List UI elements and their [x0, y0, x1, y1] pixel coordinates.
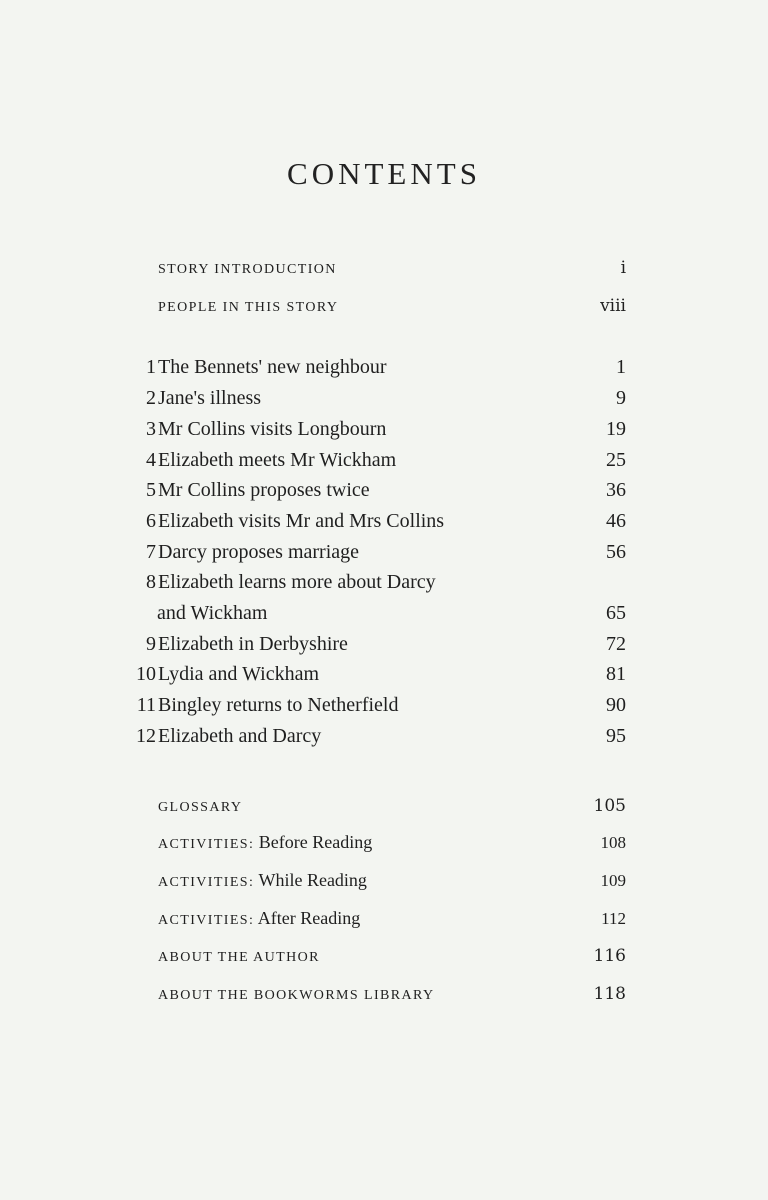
- toc-chapter-7: [130, 541, 626, 573]
- toc-page: 105: [593, 796, 626, 816]
- toc-chapter-1: [130, 356, 626, 388]
- toc-entry-activities-after: [130, 908, 626, 940]
- toc-page: 118: [593, 984, 626, 1004]
- chapter-title: Mr Collins proposes twice: [158, 479, 370, 501]
- toc-entry-people: [130, 296, 626, 328]
- toc-label: [158, 908, 566, 929]
- chapter-page: 9: [616, 387, 626, 409]
- chapter-title: Elizabeth meets Mr Wickham: [158, 449, 397, 471]
- chapter-page: 19: [606, 418, 626, 440]
- chapter-title: Elizabeth in Derbyshire: [158, 633, 348, 655]
- chapter-page: 25: [606, 449, 626, 471]
- chapter-number: 4: [146, 449, 156, 471]
- toc-chapter-4: [130, 449, 626, 481]
- chapter-page: 56: [606, 541, 626, 563]
- toc-chapter-8-continued: [157, 602, 626, 634]
- toc-page: i: [620, 258, 626, 278]
- toc-label: [158, 870, 566, 891]
- toc-chapter-6: [130, 510, 626, 542]
- chapter-title: Bingley returns to Netherfield: [158, 694, 399, 716]
- toc-chapter-5: [130, 479, 626, 511]
- chapter-title: Darcy proposes marriage: [158, 541, 360, 563]
- toc-label: ABOUT THE BOOKWORMS LIBRARY: [158, 988, 435, 1003]
- chapter-page: 36: [606, 479, 626, 501]
- toc-label-rest: While Reading: [258, 870, 367, 890]
- toc-label: GLOSSARY: [158, 800, 243, 815]
- chapter-number: 2: [146, 387, 156, 409]
- toc-page: 112: [601, 909, 626, 928]
- chapter-number: 9: [146, 633, 156, 655]
- toc-entry-activities-while: [130, 870, 626, 902]
- toc-chapter-11: [130, 694, 626, 726]
- toc-label-prefix: ACTIVITIES:: [158, 875, 255, 890]
- chapter-title: Elizabeth learns more about Darcy: [158, 571, 436, 593]
- toc-label: ABOUT THE AUTHOR: [158, 950, 320, 965]
- chapter-page: 1: [616, 356, 626, 378]
- chapter-title-continued: and Wickham: [157, 602, 268, 624]
- toc-label-prefix: ACTIVITIES:: [158, 837, 255, 852]
- chapter-number: 12: [136, 725, 156, 747]
- toc-chapter-9: [130, 633, 626, 665]
- chapter-page: 46: [606, 510, 626, 532]
- chapter-number: 8: [146, 571, 156, 593]
- chapter-number: 3: [146, 418, 156, 440]
- chapter-number: 11: [136, 694, 156, 716]
- toc-entry-story-introduction: [130, 258, 626, 290]
- toc-chapter-10: [130, 663, 626, 695]
- chapter-number: 6: [146, 510, 156, 532]
- toc-entry-activities-before: [130, 832, 626, 864]
- chapter-page: 81: [606, 663, 626, 685]
- chapter-number: 5: [146, 479, 156, 501]
- toc-label: [158, 832, 566, 853]
- chapter-title: Mr Collins visits Longbourn: [158, 418, 387, 440]
- page-title: CONTENTS: [287, 156, 481, 191]
- chapter-title: Lydia and Wickham: [158, 663, 320, 685]
- toc-page: 108: [600, 833, 626, 852]
- chapter-page: 90: [606, 694, 626, 716]
- toc-label: PEOPLE IN THIS STORY: [158, 300, 339, 315]
- chapter-page: 72: [606, 633, 626, 655]
- chapter-number: 7: [146, 541, 156, 563]
- toc-chapter-8: [130, 571, 626, 603]
- toc-label-rest: Before Reading: [258, 832, 373, 852]
- chapter-page: 65: [606, 602, 626, 624]
- toc-entry-glossary: [130, 796, 626, 828]
- chapter-number: 10: [136, 663, 156, 685]
- toc-chapter-3: [130, 418, 626, 450]
- toc-label-rest: After Reading: [257, 908, 361, 928]
- toc-label-prefix: ACTIVITIES:: [158, 913, 255, 928]
- chapter-number: 1: [146, 356, 156, 378]
- chapter-title: Elizabeth and Darcy: [158, 725, 322, 747]
- toc-page: 109: [600, 871, 626, 890]
- chapter-title: Elizabeth visits Mr and Mrs Collins: [158, 510, 445, 532]
- toc-label: STORY INTRODUCTION: [158, 262, 337, 277]
- toc-page: viii: [600, 296, 626, 316]
- toc-page: 116: [593, 946, 626, 966]
- toc-entry-about-library: [130, 984, 626, 1016]
- toc-entry-about-author: [130, 946, 626, 978]
- chapter-title: The Bennets' new neighbour: [158, 356, 387, 378]
- toc-chapter-2: [130, 387, 626, 419]
- toc-chapter-12: [130, 725, 626, 757]
- chapter-title: Jane's illness: [158, 387, 262, 409]
- chapter-page: 95: [606, 725, 626, 747]
